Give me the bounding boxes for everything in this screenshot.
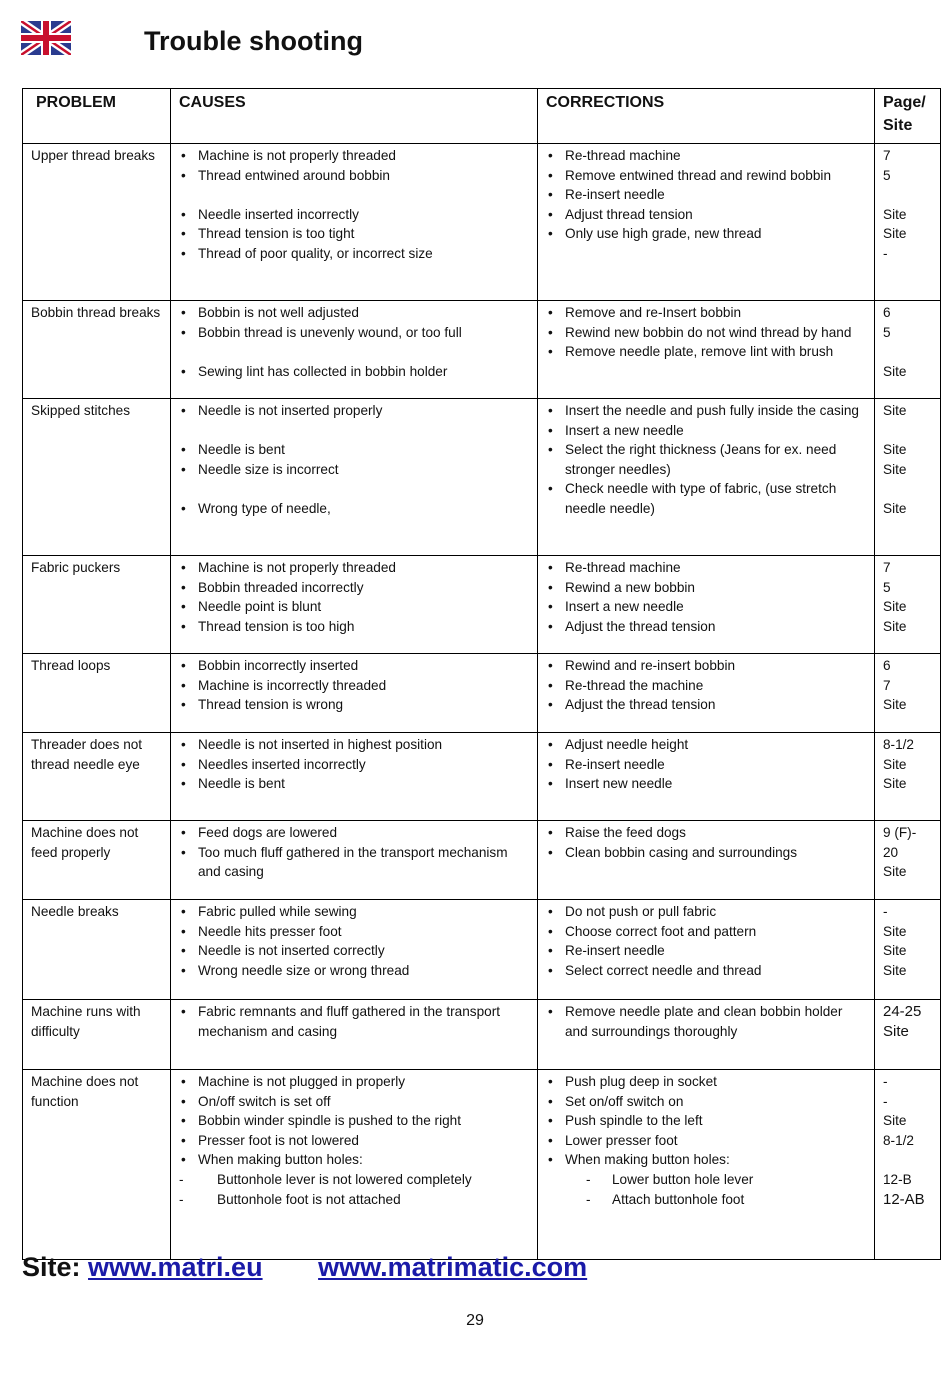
correction-item: • Re-thread the machine: [546, 676, 866, 696]
cause-item: • Needle is not inserted in highest position: [179, 735, 529, 755]
cause-item: • When making button holes:: [179, 1150, 529, 1170]
causes-cell: [171, 556, 538, 654]
causes-cell: [171, 144, 538, 301]
cause-item: • Machine is not properly threaded: [179, 558, 529, 578]
page-cell: [875, 654, 941, 733]
corrections-cell: [538, 1000, 875, 1070]
problem-cell: Fabric puckers: [23, 556, 171, 654]
cause-item: • Feed dogs are lowered: [179, 823, 529, 843]
correction-subitem: - Attach buttonhole foot: [592, 1190, 866, 1210]
cause-item: • Needle size is incorrect: [179, 460, 529, 480]
correction-item: • Only use high grade, new thread: [546, 224, 866, 244]
table-row: [23, 900, 941, 1000]
table-row: [23, 301, 941, 399]
cause-subitem: - Buttonhole lever is not lowered completely: [185, 1170, 529, 1190]
problem-cell: Needle breaks: [23, 900, 171, 1000]
page-ref: 24-25: [883, 1003, 922, 1020]
cause-item: • Bobbin thread is unevenly wound, or too full: [179, 323, 529, 343]
table-row: [23, 399, 941, 556]
page-ref: 5: [883, 324, 891, 340]
page-ref: Site: [883, 403, 907, 418]
page-cell: [875, 733, 941, 821]
table-row: [23, 1070, 941, 1260]
page-title: Trouble shooting: [144, 26, 363, 56]
table-row: [23, 733, 941, 821]
page-cell: [875, 301, 941, 399]
page-ref: -: [883, 245, 888, 261]
page-ref: Site: [883, 461, 907, 477]
causes-cell: [171, 1070, 538, 1260]
cause-item: • On/off switch is set off: [179, 1092, 529, 1112]
cause-item: • Needles inserted incorrectly: [179, 755, 529, 775]
causes-cell: [171, 900, 538, 1000]
page-ref: Site: [883, 442, 907, 458]
causes-cell: [171, 1000, 538, 1070]
problem-cell: Machine does not function: [23, 1070, 171, 1260]
correction-item: • Rewind a new bobbin: [546, 578, 866, 598]
page-ref: Site: [883, 697, 907, 713]
correction-item: • Lower presser foot: [546, 1131, 866, 1151]
correction-item: • Check needle with type of fabric, (use stretch needle needle): [546, 479, 866, 518]
cause-item: • Bobbin incorrectly inserted: [179, 656, 529, 676]
page-cell: [875, 399, 941, 556]
correction-item: • Remove entwined thread and rewind bobbin: [546, 166, 866, 186]
page-cell: [875, 556, 941, 654]
uk-flag-icon: [21, 21, 71, 55]
page-ref: Site: [883, 1113, 907, 1129]
page-ref: 6: [883, 658, 891, 673]
page-ref: 5: [883, 579, 891, 595]
cause-item: • Thread tension is wrong: [179, 695, 529, 715]
table-row: [23, 1000, 941, 1070]
link-matri-eu[interactable]: www.matri.eu: [88, 1252, 263, 1282]
page-ref: 7: [883, 677, 891, 693]
corrections-cell: [538, 399, 875, 556]
page-ref: 12-B: [883, 1171, 912, 1187]
correction-item: • Rewind and re-insert bobbin: [546, 656, 866, 676]
page-ref: -: [883, 1093, 888, 1109]
cause-item: • Needle inserted incorrectly: [179, 205, 529, 225]
problem-cell: Skipped stitches: [23, 399, 171, 556]
correction-item: • Adjust needle height: [546, 735, 866, 755]
cause-item: • Too much fluff gathered in the transport mechanism and casing: [179, 843, 529, 882]
corrections-cell: [538, 733, 875, 821]
page-cell: [875, 144, 941, 301]
cause-item: • Bobbin threaded incorrectly: [179, 578, 529, 598]
corrections-cell: [538, 144, 875, 301]
problem-cell: Thread loops: [23, 654, 171, 733]
page-ref: 7: [883, 148, 891, 163]
cause-item: • Wrong needle size or wrong thread: [179, 961, 529, 981]
correction-item: • When making button holes:: [546, 1150, 866, 1170]
correction-item: • Adjust the thread tension: [546, 617, 866, 637]
table-row: [23, 556, 941, 654]
correction-item: • Raise the feed dogs: [546, 823, 866, 843]
corrections-cell: [538, 900, 875, 1000]
problem-cell: Threader does not thread needle eye: [23, 733, 171, 821]
page-ref: 12-AB: [883, 1190, 925, 1208]
correction-item: • Remove needle plate, remove lint with brush: [546, 342, 866, 362]
page-cell: [875, 1000, 941, 1070]
correction-item: • Do not push or pull fabric: [546, 902, 866, 922]
page-ref: 6: [883, 305, 891, 320]
correction-item: • Insert a new needle: [546, 421, 866, 441]
correction-item: • Clean bobbin casing and surroundings: [546, 843, 866, 863]
cause-item: • Wrong type of needle,: [179, 499, 529, 519]
causes-cell: [171, 654, 538, 733]
page-ref: Site: [883, 206, 907, 222]
page-ref: Site: [883, 363, 907, 379]
table-row: [23, 144, 941, 301]
correction-subitem: - Lower button hole lever: [592, 1170, 866, 1190]
page-ref: 7: [883, 560, 891, 575]
causes-cell: [171, 399, 538, 556]
corrections-cell: [538, 1070, 875, 1260]
page-ref: Site: [883, 756, 907, 772]
corrections-cell: [538, 821, 875, 900]
page-ref: Site: [883, 226, 907, 242]
corrections-cell: [538, 301, 875, 399]
cause-item: • Needle is not inserted properly: [179, 401, 529, 421]
corrections-cell: [538, 556, 875, 654]
cause-subitem: - Buttonhole foot is not attached: [185, 1190, 529, 1210]
page-ref: 5: [883, 167, 891, 183]
cause-item: • Needle is not inserted correctly: [179, 941, 529, 961]
correction-item: • Re-insert needle: [546, 941, 866, 961]
site-label: Site:: [22, 1252, 81, 1282]
page-number: 29: [466, 1312, 484, 1329]
cause-item: • Needle is bent: [179, 440, 529, 460]
problem-cell: Bobbin thread breaks: [23, 301, 171, 399]
page-ref: Site: [883, 618, 907, 634]
table-header-row: [23, 89, 941, 144]
cause-item: • Needle point is blunt: [179, 597, 529, 617]
link-matrimatic-com[interactable]: www.matrimatic.com: [318, 1252, 588, 1282]
correction-item: • Push plug deep in socket: [546, 1072, 866, 1092]
correction-item: • Insert new needle: [546, 774, 866, 794]
header-causes: CAUSES: [171, 89, 538, 144]
cause-item: • Fabric remnants and fluff gathered in the transport mechanism and casing: [179, 1002, 529, 1041]
correction-item: • Insert a new needle: [546, 597, 866, 617]
correction-item: • Adjust the thread tension: [546, 695, 866, 715]
page-ref: 9 (F)-: [883, 825, 917, 840]
causes-cell: [171, 733, 538, 821]
correction-item: • Push spindle to the left: [546, 1111, 866, 1131]
page-ref: 20: [883, 844, 899, 860]
header-problem: PROBLEM: [23, 89, 171, 144]
page-ref: -: [883, 1074, 888, 1089]
footer-sites: [22, 1252, 587, 1283]
corrections-cell: [538, 654, 875, 733]
cause-item: • Bobbin winder spindle is pushed to the right: [179, 1111, 529, 1131]
page-ref: Site: [883, 943, 907, 959]
cause-item: • Machine is incorrectly threaded: [179, 676, 529, 696]
page-ref: Site: [883, 864, 907, 880]
problem-cell: Machine does not feed properly: [23, 821, 171, 900]
correction-item: • Re-insert needle: [546, 755, 866, 775]
page-ref: 8-1/2: [883, 737, 914, 752]
page-cell: [875, 900, 941, 1000]
cause-item: • Thread tension is too high: [179, 617, 529, 637]
causes-cell: [171, 301, 538, 399]
cause-item: • Presser foot is not lowered: [179, 1131, 529, 1151]
cause-item: • Machine is not properly threaded: [179, 146, 529, 166]
troubleshooting-table: [22, 88, 941, 1260]
header-corrections: CORRECTIONS: [538, 89, 875, 144]
correction-item: • Insert the needle and push fully inside the casing: [546, 401, 866, 421]
cause-item: • Thread tension is too tight: [179, 224, 529, 244]
cause-item: • Bobbin is not well adjusted: [179, 303, 529, 323]
problem-cell: Upper thread breaks: [23, 144, 171, 301]
page-ref: Site: [883, 923, 907, 939]
page-ref: -: [883, 904, 888, 919]
correction-item: • Set on/off switch on: [546, 1092, 866, 1112]
page-ref: Site: [883, 500, 907, 516]
page-cell: [875, 1070, 941, 1260]
causes-cell: [171, 821, 538, 900]
correction-item: • Select correct needle and thread: [546, 961, 866, 981]
header-page-site: Page/ Site: [875, 89, 941, 144]
page-ref: Site: [883, 776, 907, 792]
problem-cell: Machine runs with difficulty: [23, 1000, 171, 1070]
correction-item: • Remove and re-Insert bobbin: [546, 303, 866, 323]
cause-item: • Thread of poor quality, or incorrect size: [179, 244, 529, 264]
correction-item: • Choose correct foot and pattern: [546, 922, 866, 942]
correction-item: • Re-thread machine: [546, 146, 866, 166]
page-ref: Site: [883, 962, 907, 978]
page-ref: Site: [883, 1022, 909, 1040]
page-ref: 8-1/2: [883, 1132, 914, 1148]
table-row: [23, 821, 941, 900]
page-cell: [875, 821, 941, 900]
correction-item: • Re-insert needle: [546, 185, 866, 205]
correction-item: • Re-thread machine: [546, 558, 866, 578]
page-ref: Site: [883, 599, 907, 615]
cause-item: • Sewing lint has collected in bobbin holder: [179, 362, 529, 382]
cause-item: • Machine is not plugged in properly: [179, 1072, 529, 1092]
correction-item: • Remove needle plate and clean bobbin holder and surroundings thoroughly: [546, 1002, 866, 1041]
cause-item: • Needle hits presser foot: [179, 922, 529, 942]
correction-item: • Select the right thickness (Jeans for ex. need stronger needles): [546, 440, 866, 479]
correction-item: • Rewind new bobbin do not wind thread by hand: [546, 323, 866, 343]
cause-item: • Thread entwined around bobbin: [179, 166, 529, 186]
cause-item: • Needle is bent: [179, 774, 529, 794]
correction-item: • Adjust thread tension: [546, 205, 866, 225]
cause-item: • Fabric pulled while sewing: [179, 902, 529, 922]
table-row: [23, 654, 941, 733]
